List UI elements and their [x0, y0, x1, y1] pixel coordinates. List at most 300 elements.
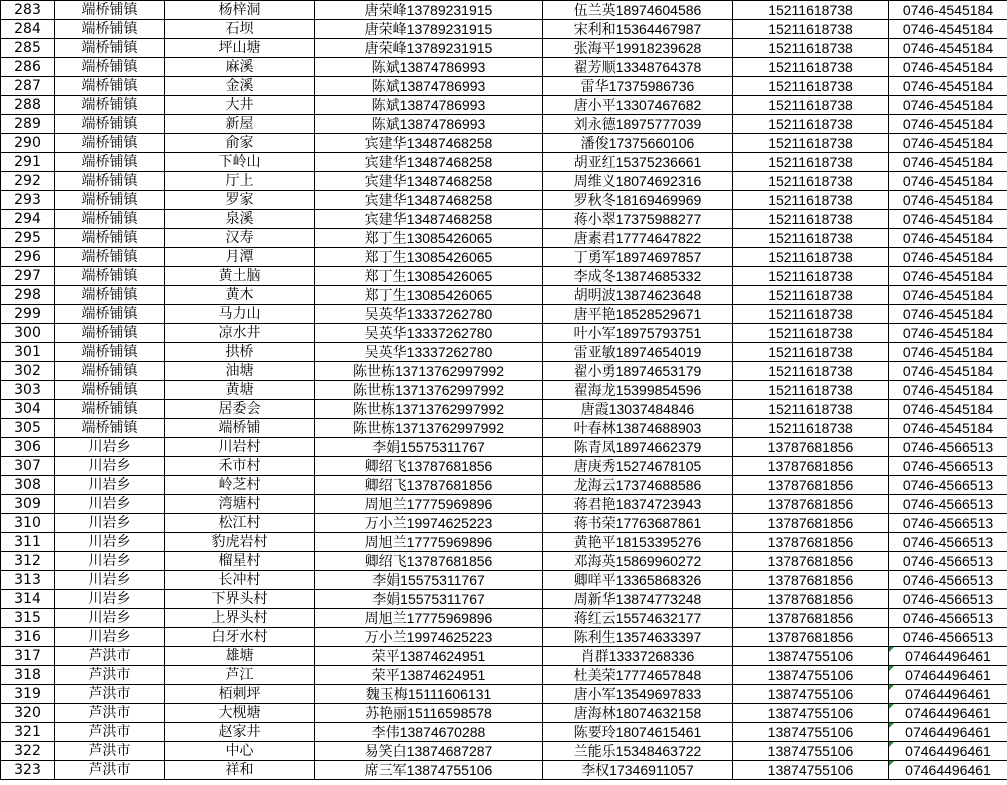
leader-contact-cell[interactable]: 荣平13874624951	[315, 666, 543, 685]
office-tel-cell[interactable]: 07464496461	[889, 647, 1007, 666]
leader-contact-cell[interactable]: 郑丁生13085426065	[315, 267, 543, 286]
village-cell[interactable]: 下界头村	[165, 590, 315, 609]
leader-contact-cell[interactable]: 李娟15575311767	[315, 590, 543, 609]
row-number-cell[interactable]: 286	[1, 58, 55, 77]
village-cell[interactable]: 坪山塘	[165, 39, 315, 58]
leader-contact-cell[interactable]: 唐荣峰13789231915	[315, 20, 543, 39]
village-contact-cell[interactable]: 丁勇军18974697857	[543, 248, 733, 267]
village-cell[interactable]: 新屋	[165, 115, 315, 134]
township-cell[interactable]: 川岩乡	[55, 571, 165, 590]
mobile-cell[interactable]: 15211618738	[733, 115, 889, 134]
leader-contact-cell[interactable]: 万小兰19974625223	[315, 514, 543, 533]
village-cell[interactable]: 赵家井	[165, 723, 315, 742]
village-cell[interactable]: 厅上	[165, 172, 315, 191]
table-row	[1, 267, 1007, 286]
leader-contact-cell[interactable]: 李娟15575311767	[315, 438, 543, 457]
row-number-cell[interactable]: 283	[1, 1, 55, 20]
row-number-cell[interactable]: 316	[1, 628, 55, 647]
row-number-cell[interactable]: 317	[1, 647, 55, 666]
leader-contact-cell[interactable]: 唐荣峰13789231915	[315, 1, 543, 20]
office-tel-cell[interactable]: 0746-4566513	[889, 590, 1007, 609]
mobile-cell[interactable]: 13787681856	[733, 590, 889, 609]
row-number-cell[interactable]: 290	[1, 134, 55, 153]
leader-contact-cell[interactable]: 卿绍飞13787681856	[315, 552, 543, 571]
office-tel-cell[interactable]: 0746-4545184	[889, 39, 1007, 58]
office-tel-cell[interactable]: 0746-4545184	[889, 267, 1007, 286]
table-row	[1, 495, 1007, 514]
village-contact-cell[interactable]: 胡亚红15375236661	[543, 153, 733, 172]
village-cell[interactable]: 俞家	[165, 134, 315, 153]
mobile-cell[interactable]: 15211618738	[733, 134, 889, 153]
leader-contact-cell[interactable]: 宾建华13487468258	[315, 153, 543, 172]
village-cell[interactable]: 黄木	[165, 286, 315, 305]
leader-contact-cell[interactable]: 吴英华13337262780	[315, 324, 543, 343]
village-cell[interactable]: 禾市村	[165, 457, 315, 476]
village-cell[interactable]: 白牙水村	[165, 628, 315, 647]
row-number-cell[interactable]: 289	[1, 115, 55, 134]
row-number-cell[interactable]: 311	[1, 533, 55, 552]
mobile-cell[interactable]: 13874755106	[733, 704, 889, 723]
leader-contact-cell[interactable]: 吴英华13337262780	[315, 305, 543, 324]
office-tel-cell[interactable]: 0746-4545184	[889, 191, 1007, 210]
township-cell[interactable]: 川岩乡	[55, 628, 165, 647]
mobile-cell[interactable]: 15211618738	[733, 39, 889, 58]
township-cell[interactable]: 端桥铺镇	[55, 362, 165, 381]
office-tel-cell[interactable]: 0746-4545184	[889, 381, 1007, 400]
township-cell[interactable]: 端桥铺镇	[55, 324, 165, 343]
row-number-cell[interactable]: 320	[1, 704, 55, 723]
office-tel-cell[interactable]: 0746-4545184	[889, 1, 1007, 20]
office-tel-cell[interactable]: 0746-4566513	[889, 609, 1007, 628]
mobile-cell[interactable]: 15211618738	[733, 362, 889, 381]
village-contact-cell[interactable]: 伍兰英18974604586	[543, 1, 733, 20]
township-cell[interactable]: 端桥铺镇	[55, 191, 165, 210]
row-number-cell[interactable]: 299	[1, 305, 55, 324]
village-cell[interactable]: 榴星村	[165, 552, 315, 571]
village-cell[interactable]: 金溪	[165, 77, 315, 96]
village-contact-cell[interactable]: 龙海云17374688586	[543, 476, 733, 495]
village-cell[interactable]: 芦江	[165, 666, 315, 685]
leader-contact-cell[interactable]: 卿绍飞13787681856	[315, 476, 543, 495]
row-number-cell[interactable]: 323	[1, 761, 55, 780]
township-cell[interactable]: 端桥铺镇	[55, 172, 165, 191]
mobile-cell[interactable]: 15211618738	[733, 172, 889, 191]
office-tel-cell[interactable]: 0746-4566513	[889, 438, 1007, 457]
township-cell[interactable]: 端桥铺镇	[55, 229, 165, 248]
row-number-cell[interactable]: 315	[1, 609, 55, 628]
village-contact-cell[interactable]: 蒋小翠17375988277	[543, 210, 733, 229]
office-tel-cell[interactable]: 07464496461	[889, 685, 1007, 704]
village-contact-cell[interactable]: 唐小平13307467682	[543, 96, 733, 115]
township-cell[interactable]: 端桥铺镇	[55, 77, 165, 96]
township-cell[interactable]: 川岩乡	[55, 457, 165, 476]
village-cell[interactable]: 凉水井	[165, 324, 315, 343]
village-cell[interactable]: 下岭山	[165, 153, 315, 172]
leader-contact-cell[interactable]: 卿绍飞13787681856	[315, 457, 543, 476]
village-contact-cell[interactable]: 唐平艳18528529671	[543, 305, 733, 324]
office-tel-cell[interactable]: 0746-4566513	[889, 628, 1007, 647]
row-number-cell[interactable]: 308	[1, 476, 55, 495]
office-tel-cell[interactable]: 0746-4545184	[889, 343, 1007, 362]
leader-contact-cell[interactable]: 宾建华13487468258	[315, 210, 543, 229]
mobile-cell[interactable]: 13787681856	[733, 571, 889, 590]
leader-contact-cell[interactable]: 万小兰19974625223	[315, 628, 543, 647]
row-number-cell[interactable]: 322	[1, 742, 55, 761]
village-cell[interactable]: 黄土脑	[165, 267, 315, 286]
village-contact-cell[interactable]: 周维义18074692316	[543, 172, 733, 191]
village-contact-cell[interactable]: 黄艳平18153395276	[543, 533, 733, 552]
township-cell[interactable]: 端桥铺镇	[55, 210, 165, 229]
township-cell[interactable]: 端桥铺镇	[55, 20, 165, 39]
table-row	[1, 476, 1007, 495]
mobile-cell[interactable]: 13874755106	[733, 685, 889, 704]
village-cell[interactable]: 泉溪	[165, 210, 315, 229]
village-contact-cell[interactable]: 周新华13874773248	[543, 590, 733, 609]
table-row	[1, 58, 1007, 77]
row-number-cell[interactable]: 288	[1, 96, 55, 115]
village-cell[interactable]: 月潭	[165, 248, 315, 267]
village-contact-cell[interactable]: 李成冬13874685332	[543, 267, 733, 286]
village-cell[interactable]: 罗家	[165, 191, 315, 210]
row-number-cell[interactable]: 321	[1, 723, 55, 742]
village-cell[interactable]: 岭芝村	[165, 476, 315, 495]
township-cell[interactable]: 端桥铺镇	[55, 58, 165, 77]
township-cell[interactable]: 川岩乡	[55, 552, 165, 571]
township-cell[interactable]: 端桥铺镇	[55, 248, 165, 267]
mobile-cell[interactable]: 15211618738	[733, 286, 889, 305]
mobile-cell[interactable]: 13787681856	[733, 476, 889, 495]
row-number-cell[interactable]: 294	[1, 210, 55, 229]
row-number-cell[interactable]: 298	[1, 286, 55, 305]
mobile-cell[interactable]: 13787681856	[733, 457, 889, 476]
township-cell[interactable]: 端桥铺镇	[55, 134, 165, 153]
leader-contact-cell[interactable]: 荣平13874624951	[315, 647, 543, 666]
leader-contact-cell[interactable]: 陈斌13874786993	[315, 96, 543, 115]
village-contact-cell[interactable]: 唐小军13549697833	[543, 685, 733, 704]
village-cell[interactable]: 雄塘	[165, 647, 315, 666]
village-contact-cell[interactable]: 唐素君17774647822	[543, 229, 733, 248]
row-number-cell[interactable]: 314	[1, 590, 55, 609]
mobile-cell[interactable]: 13787681856	[733, 438, 889, 457]
row-number-cell[interactable]: 306	[1, 438, 55, 457]
row-number-cell[interactable]: 313	[1, 571, 55, 590]
township-cell[interactable]: 川岩乡	[55, 533, 165, 552]
village-cell[interactable]: 大井	[165, 96, 315, 115]
table-row	[1, 248, 1007, 267]
leader-contact-cell[interactable]: 苏艳丽15116598578	[315, 704, 543, 723]
village-cell[interactable]: 居委会	[165, 400, 315, 419]
township-cell[interactable]: 端桥铺镇	[55, 115, 165, 134]
office-tel-cell[interactable]: 0746-4566513	[889, 552, 1007, 571]
township-cell[interactable]: 芦洪市	[55, 723, 165, 742]
mobile-cell[interactable]: 15211618738	[733, 400, 889, 419]
village-contact-cell[interactable]: 叶小军18975793751	[543, 324, 733, 343]
village-cell[interactable]: 黄塘	[165, 381, 315, 400]
table-row	[1, 419, 1007, 438]
office-tel-cell[interactable]: 0746-4545184	[889, 153, 1007, 172]
leader-contact-cell[interactable]: 陈斌13874786993	[315, 115, 543, 134]
village-contact-cell[interactable]: 翟芳顺13348764378	[543, 58, 733, 77]
village-cell[interactable]: 汉寿	[165, 229, 315, 248]
row-number-cell[interactable]: 304	[1, 400, 55, 419]
row-number-cell[interactable]: 319	[1, 685, 55, 704]
village-cell[interactable]: 拱桥	[165, 343, 315, 362]
village-contact-cell[interactable]: 卿咩平13365868326	[543, 571, 733, 590]
leader-contact-cell[interactable]: 宾建华13487468258	[315, 134, 543, 153]
leader-contact-cell[interactable]: 李娟15575311767	[315, 571, 543, 590]
office-tel-cell[interactable]: 0746-4545184	[889, 77, 1007, 96]
township-cell[interactable]: 端桥铺镇	[55, 39, 165, 58]
mobile-cell[interactable]: 13787681856	[733, 495, 889, 514]
row-number-cell[interactable]: 293	[1, 191, 55, 210]
village-contact-cell[interactable]: 邓海英15869960272	[543, 552, 733, 571]
township-cell[interactable]: 芦洪市	[55, 704, 165, 723]
office-tel-cell[interactable]: 0746-4545184	[889, 96, 1007, 115]
office-tel-cell[interactable]: 0746-4545184	[889, 419, 1007, 438]
office-tel-cell[interactable]: 0746-4545184	[889, 362, 1007, 381]
township-cell[interactable]: 川岩乡	[55, 495, 165, 514]
mobile-cell[interactable]: 15211618738	[733, 153, 889, 172]
village-contact-cell[interactable]: 蒋红云15574632177	[543, 609, 733, 628]
village-contact-cell[interactable]: 罗秋冬18169469969	[543, 191, 733, 210]
township-cell[interactable]: 川岩乡	[55, 438, 165, 457]
township-cell[interactable]: 端桥铺镇	[55, 305, 165, 324]
table-row	[1, 590, 1007, 609]
office-tel-cell[interactable]: 0746-4545184	[889, 305, 1007, 324]
office-tel-cell[interactable]: 0746-4545184	[889, 134, 1007, 153]
row-number-cell[interactable]: 307	[1, 457, 55, 476]
row-number-cell[interactable]: 300	[1, 324, 55, 343]
row-number-cell[interactable]: 305	[1, 419, 55, 438]
row-number-cell[interactable]: 297	[1, 267, 55, 286]
row-number-cell[interactable]: 318	[1, 666, 55, 685]
mobile-cell[interactable]: 15211618738	[733, 343, 889, 362]
office-tel-cell[interactable]: 0746-4566513	[889, 495, 1007, 514]
row-number-cell[interactable]: 309	[1, 495, 55, 514]
row-number-cell[interactable]: 295	[1, 229, 55, 248]
row-number-cell[interactable]: 296	[1, 248, 55, 267]
office-tel-cell[interactable]: 0746-4545184	[889, 400, 1007, 419]
row-number-cell[interactable]: 284	[1, 20, 55, 39]
mobile-cell[interactable]: 13787681856	[733, 552, 889, 571]
village-contact-cell[interactable]: 潘俊17375660106	[543, 134, 733, 153]
office-tel-cell[interactable]: 0746-4545184	[889, 115, 1007, 134]
row-number-cell[interactable]: 302	[1, 362, 55, 381]
village-contact-cell[interactable]: 陈青凤18974662379	[543, 438, 733, 457]
village-cell[interactable]: 栢刺坪	[165, 685, 315, 704]
leader-contact-cell[interactable]: 周旭兰17775969896	[315, 609, 543, 628]
township-cell[interactable]: 川岩乡	[55, 590, 165, 609]
office-tel-cell[interactable]: 0746-4566513	[889, 476, 1007, 495]
mobile-cell[interactable]: 13874755106	[733, 742, 889, 761]
mobile-cell[interactable]: 13874755106	[733, 666, 889, 685]
table-row	[1, 172, 1007, 191]
leader-contact-cell[interactable]: 易笑白13874687287	[315, 742, 543, 761]
village-contact-cell[interactable]: 兰能乐15348463722	[543, 742, 733, 761]
mobile-cell[interactable]: 13787681856	[733, 628, 889, 647]
village-contact-cell[interactable]: 叶春林13874688903	[543, 419, 733, 438]
table-row	[1, 571, 1007, 590]
village-contact-cell[interactable]: 宋利和15364467987	[543, 20, 733, 39]
mobile-cell[interactable]: 15211618738	[733, 267, 889, 286]
village-cell[interactable]: 中心	[165, 742, 315, 761]
township-cell[interactable]: 川岩乡	[55, 514, 165, 533]
village-contact-cell[interactable]: 唐庚秀15274678105	[543, 457, 733, 476]
village-contact-cell[interactable]: 翟小勇18974653179	[543, 362, 733, 381]
township-cell[interactable]: 川岩乡	[55, 609, 165, 628]
row-number-cell[interactable]: 303	[1, 381, 55, 400]
leader-contact-cell[interactable]: 陈世栋13713762997992	[315, 400, 543, 419]
leader-contact-cell[interactable]: 周旭兰17775969896	[315, 495, 543, 514]
mobile-cell[interactable]: 13787681856	[733, 533, 889, 552]
village-cell[interactable]: 马力山	[165, 305, 315, 324]
township-cell[interactable]: 端桥铺镇	[55, 153, 165, 172]
office-tel-cell[interactable]: 0746-4566513	[889, 571, 1007, 590]
row-number-cell[interactable]: 292	[1, 172, 55, 191]
township-cell[interactable]: 芦洪市	[55, 685, 165, 704]
mobile-cell[interactable]: 15211618738	[733, 381, 889, 400]
mobile-cell[interactable]: 15211618738	[733, 210, 889, 229]
village-contact-cell[interactable]: 胡明波13874623648	[543, 286, 733, 305]
mobile-cell[interactable]: 15211618738	[733, 77, 889, 96]
leader-contact-cell[interactable]: 陈斌13874786993	[315, 58, 543, 77]
township-cell[interactable]: 端桥铺镇	[55, 419, 165, 438]
mobile-cell[interactable]: 13874755106	[733, 723, 889, 742]
leader-contact-cell[interactable]: 郑丁生13085426065	[315, 229, 543, 248]
mobile-cell[interactable]: 13874755106	[733, 647, 889, 666]
row-number-cell[interactable]: 291	[1, 153, 55, 172]
table-row	[1, 343, 1007, 362]
leader-contact-cell[interactable]: 席三军13874755106	[315, 761, 543, 780]
mobile-cell[interactable]: 15211618738	[733, 305, 889, 324]
leader-contact-cell[interactable]: 李伟13874670288	[315, 723, 543, 742]
village-contact-cell[interactable]: 陈要玲18074615461	[543, 723, 733, 742]
office-tel-cell[interactable]: 07464496461	[889, 704, 1007, 723]
village-contact-cell[interactable]: 蒋君艳18374723943	[543, 495, 733, 514]
village-contact-cell[interactable]: 唐霞13037484846	[543, 400, 733, 419]
village-contact-cell[interactable]: 陈利生13574633397	[543, 628, 733, 647]
office-tel-cell[interactable]: 07464496461	[889, 761, 1007, 780]
leader-contact-cell[interactable]: 郑丁生13085426065	[315, 286, 543, 305]
office-tel-cell[interactable]: 0746-4545184	[889, 172, 1007, 191]
township-cell[interactable]: 端桥铺镇	[55, 381, 165, 400]
village-contact-cell[interactable]: 唐海林18074632158	[543, 704, 733, 723]
village-contact-cell[interactable]: 刘永德18975777039	[543, 115, 733, 134]
mobile-cell[interactable]: 13787681856	[733, 609, 889, 628]
leader-contact-cell[interactable]: 陈世栋13713762997992	[315, 419, 543, 438]
village-contact-cell[interactable]: 杜美荣17774657848	[543, 666, 733, 685]
village-cell[interactable]: 石坝	[165, 20, 315, 39]
leader-contact-cell[interactable]: 周旭兰17775969896	[315, 533, 543, 552]
row-number-cell[interactable]: 301	[1, 343, 55, 362]
village-contact-cell[interactable]: 雷华17375986736	[543, 77, 733, 96]
township-cell[interactable]: 芦洪市	[55, 666, 165, 685]
village-cell[interactable]: 湾塘村	[165, 495, 315, 514]
village-contact-cell[interactable]: 李权17346911057	[543, 761, 733, 780]
office-tel-cell[interactable]: 0746-4566513	[889, 514, 1007, 533]
village-cell[interactable]: 祥和	[165, 761, 315, 780]
office-tel-cell[interactable]: 0746-4545184	[889, 210, 1007, 229]
mobile-cell[interactable]: 15211618738	[733, 229, 889, 248]
office-tel-cell[interactable]: 0746-4545184	[889, 286, 1007, 305]
office-tel-cell[interactable]: 07464496461	[889, 666, 1007, 685]
village-contact-cell[interactable]: 雷亚敏18974654019	[543, 343, 733, 362]
table-row	[1, 723, 1007, 742]
row-number-cell[interactable]: 285	[1, 39, 55, 58]
table-row	[1, 20, 1007, 39]
village-contact-cell[interactable]: 张海平19918239628	[543, 39, 733, 58]
township-cell[interactable]: 川岩乡	[55, 476, 165, 495]
mobile-cell[interactable]: 15211618738	[733, 324, 889, 343]
township-cell[interactable]: 芦洪市	[55, 742, 165, 761]
office-tel-cell[interactable]: 0746-4566513	[889, 533, 1007, 552]
mobile-cell[interactable]: 13787681856	[733, 514, 889, 533]
row-number-cell[interactable]: 312	[1, 552, 55, 571]
leader-contact-cell[interactable]: 宾建华13487468258	[315, 172, 543, 191]
mobile-cell[interactable]: 15211618738	[733, 419, 889, 438]
office-tel-cell[interactable]: 0746-4545184	[889, 229, 1007, 248]
office-tel-cell[interactable]: 0746-4545184	[889, 248, 1007, 267]
row-number-cell[interactable]: 310	[1, 514, 55, 533]
village-contact-cell[interactable]: 翟海龙15399854596	[543, 381, 733, 400]
village-cell[interactable]: 长冲村	[165, 571, 315, 590]
mobile-cell[interactable]: 15211618738	[733, 20, 889, 39]
village-contact-cell[interactable]: 蒋书荣17763687861	[543, 514, 733, 533]
village-cell[interactable]: 杨梓洞	[165, 1, 315, 20]
office-tel-cell[interactable]: 07464496461	[889, 723, 1007, 742]
village-cell[interactable]: 麻溪	[165, 58, 315, 77]
mobile-cell[interactable]: 13874755106	[733, 761, 889, 780]
village-cell[interactable]: 川岩村	[165, 438, 315, 457]
mobile-cell[interactable]: 15211618738	[733, 248, 889, 267]
township-cell[interactable]: 端桥铺镇	[55, 96, 165, 115]
leader-contact-cell[interactable]: 陈世栋13713762997992	[315, 381, 543, 400]
township-cell[interactable]: 端桥铺镇	[55, 267, 165, 286]
mobile-cell[interactable]: 15211618738	[733, 191, 889, 210]
village-cell[interactable]: 端桥铺	[165, 419, 315, 438]
leader-contact-cell[interactable]: 魏玉梅15111606131	[315, 685, 543, 704]
office-tel-cell[interactable]: 07464496461	[889, 742, 1007, 761]
township-cell[interactable]: 端桥铺镇	[55, 343, 165, 362]
office-tel-cell[interactable]: 0746-4545184	[889, 58, 1007, 77]
leader-contact-cell[interactable]: 陈斌13874786993	[315, 77, 543, 96]
leader-contact-cell[interactable]: 陈世栋13713762997992	[315, 362, 543, 381]
office-tel-cell[interactable]: 0746-4545184	[889, 20, 1007, 39]
table-row	[1, 39, 1007, 58]
village-cell[interactable]: 上界头村	[165, 609, 315, 628]
township-cell[interactable]: 芦洪市	[55, 761, 165, 780]
mobile-cell[interactable]: 15211618738	[733, 1, 889, 20]
leader-contact-cell[interactable]: 郑丁生13085426065	[315, 248, 543, 267]
township-cell[interactable]: 端桥铺镇	[55, 400, 165, 419]
leader-contact-cell[interactable]: 唐荣峰13789231915	[315, 39, 543, 58]
row-number-cell[interactable]: 287	[1, 77, 55, 96]
village-contact-cell[interactable]: 肖群13337268336	[543, 647, 733, 666]
village-cell[interactable]: 大枧塘	[165, 704, 315, 723]
village-cell[interactable]: 松江村	[165, 514, 315, 533]
township-cell[interactable]: 芦洪市	[55, 647, 165, 666]
township-cell[interactable]: 端桥铺镇	[55, 286, 165, 305]
leader-contact-cell[interactable]: 宾建华13487468258	[315, 191, 543, 210]
village-cell[interactable]: 油塘	[165, 362, 315, 381]
mobile-cell[interactable]: 15211618738	[733, 96, 889, 115]
village-cell[interactable]: 豹虎岩村	[165, 533, 315, 552]
township-cell[interactable]: 端桥铺镇	[55, 1, 165, 20]
office-tel-cell[interactable]: 0746-4566513	[889, 457, 1007, 476]
office-tel-cell[interactable]: 0746-4545184	[889, 324, 1007, 343]
leader-contact-cell[interactable]: 吴英华13337262780	[315, 343, 543, 362]
mobile-cell[interactable]: 15211618738	[733, 58, 889, 77]
